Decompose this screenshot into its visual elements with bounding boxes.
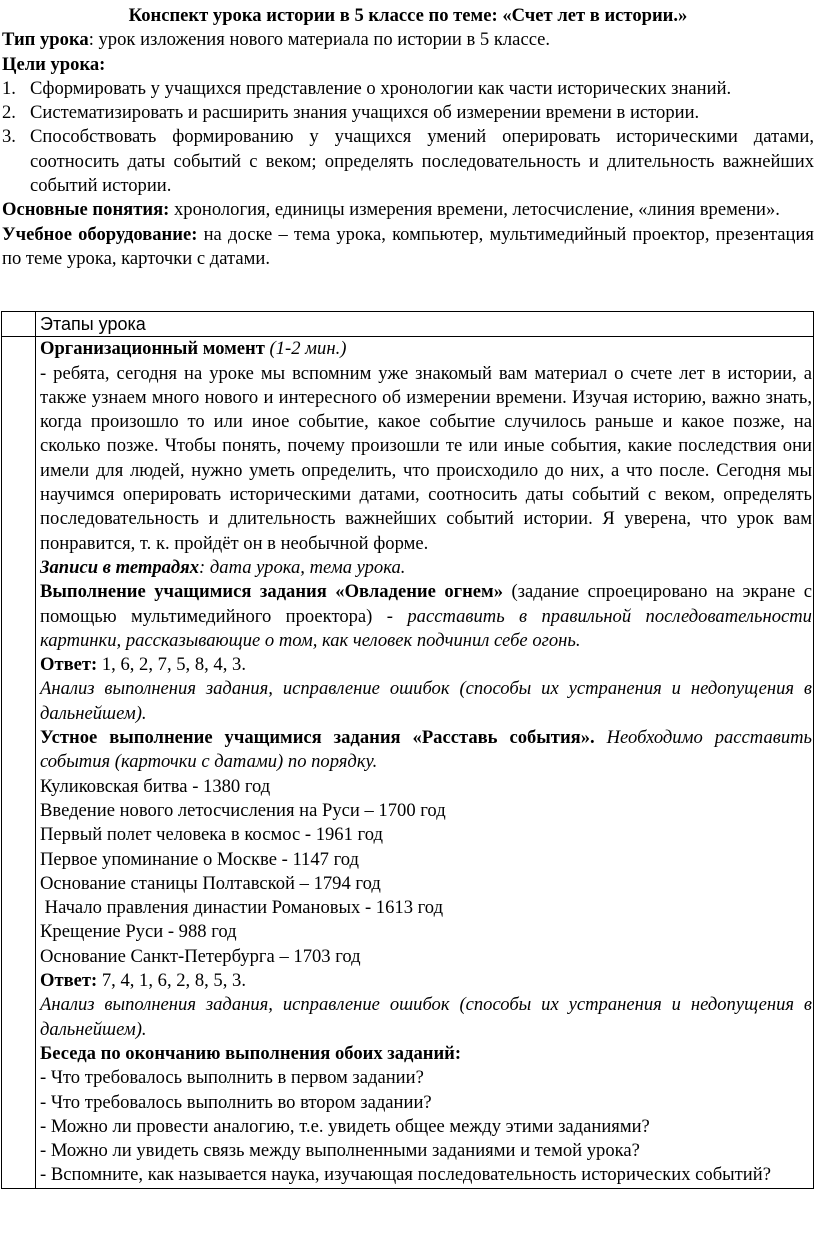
task2-analysis: Анализ выполнения задания, исправление ошибок (способы их устранения и недопущения в дальнейшем). xyxy=(40,994,812,1040)
concepts xyxy=(0,198,816,222)
task1-paragraph xyxy=(40,580,812,653)
discussion-question: - Можно ли увидеть связь между выполненными заданиями и темой урока? xyxy=(40,1140,640,1162)
event-item: Начало правления династии Романовых - 1613 год xyxy=(40,897,444,919)
concepts-value: хронология, единицы измерения времени, летосчисление, «линия времени». xyxy=(169,199,780,221)
org-moment-heading xyxy=(40,337,812,361)
table-body-row xyxy=(2,337,814,1188)
goal-text: Сформировать у учащихся представление о хронологии как части исторических знаний. xyxy=(30,77,732,99)
goal-number: 3. xyxy=(2,126,16,148)
lesson-type-value: : урок изложения нового материала по истории в 5 классе. xyxy=(88,29,551,51)
lesson-type-label: Тип урока xyxy=(2,29,89,51)
equipment xyxy=(0,223,816,272)
concepts-label: Основные понятия: xyxy=(2,199,170,221)
task2-instruction: Необходимо расставить события (карточки с датами) по порядку. xyxy=(40,727,813,773)
task1-answer-value: 1, 6, 2, 7, 5, 8, 4, 3. xyxy=(97,654,246,676)
table-header-row xyxy=(2,312,814,337)
notebook-note xyxy=(40,556,812,580)
document-title: Конспект урока истории в 5 классе по теме: «Счет лет в истории.» xyxy=(128,5,688,26)
goal-item xyxy=(0,101,814,125)
table-header-cell: Этапы урока xyxy=(36,312,814,337)
event-item: Введение нового летосчисления на Руси – 1700 год xyxy=(40,799,446,821)
org-moment-label: Организационный момент xyxy=(40,338,265,360)
task2-paragraph xyxy=(40,726,812,775)
discussion-question: - Что требовалось выполнить в первом задании? xyxy=(40,1067,424,1089)
task1-answer-label: Ответ: xyxy=(40,654,98,676)
discussion-question: - Можно ли провести аналогию, т.е. увидеть общее между этими заданиями? xyxy=(40,1115,650,1137)
goal-text: Систематизировать и расширить знания учащихся об измерении времени в истории. xyxy=(30,102,700,124)
equipment-label: Учебное оборудование: xyxy=(2,223,198,245)
task1-analysis: Анализ выполнения задания, исправление ошибок (способы их устранения и недопущения в дальнейшем). xyxy=(40,678,812,724)
org-moment-text: - ребята, сегодня на уроке мы вспомним уже знакомый вам материал о счете лет в истории, а также узнаем много нового и интересного об измерении времени. Изучая историю, важно знать, когда произошло то или иное событие, какое событие случилось раньше и какое позже, на сколько позже. Чтобы понять, почему произошли те или иные события, какие последствия они имели для людей, нужно уметь определить, что происходило до них, а что после. Сегодня мы научимся оперировать историческими датами, соотносить даты событий с веком, определять последовательность и длительность важнейших событий истории. Я уверена, что урок вам понравится, т. к. пройдёт он в необычной форме. xyxy=(40,362,812,554)
discussion-heading: Беседа по окончанию выполнения обоих заданий: xyxy=(40,1042,462,1064)
task1-answer xyxy=(40,653,812,677)
goal-item xyxy=(0,125,814,198)
event-item: Первый полет человека в космос - 1961 год xyxy=(40,824,383,846)
discussion-question: - Что требовалось выполнить во втором задании? xyxy=(40,1091,432,1113)
goal-text: Способствовать формированию у учащихся умений оперировать историческими датами, соотносить даты событий с веком; определять последовательность и длительность важнейших событий истории. xyxy=(30,126,814,197)
document-page xyxy=(0,0,816,271)
task1-instruction: расставить в правильной последовательности картинки, рассказывающие о том, как человек подчинил себе огонь. xyxy=(40,605,812,651)
equipment-value: на доске – тема урока, компьютер, мультимедийный проектор, презентация по теме урока, карточки с датами. xyxy=(2,223,814,269)
task2-label: Устное выполнение учащимися задания «Расставь события». xyxy=(40,727,595,749)
lesson-type xyxy=(0,28,816,52)
goals-label: Цели урока: xyxy=(2,53,106,75)
discussion-question: - Вспомните, как называется наука, изучающая последовательность исторических событий? xyxy=(40,1164,771,1186)
task1-note: (задание спроецировано на экране с помощью мультимедийного проектора) - xyxy=(40,581,812,627)
notebook-label: Записи в тетрадях xyxy=(40,556,200,578)
task2-answer-value: 7, 4, 1, 6, 2, 8, 5, 3. xyxy=(97,970,246,992)
table-body-empty-cell xyxy=(2,337,36,1188)
event-item: Основание станицы Полтавской – 1794 год xyxy=(40,872,381,894)
table-header-empty-cell xyxy=(2,312,36,337)
goals-list xyxy=(0,77,816,198)
lesson-stages-table xyxy=(1,311,814,1189)
event-item: Первое упоминание о Москве - 1147 год xyxy=(40,848,359,870)
event-item: Куликовская битва - 1380 год xyxy=(40,775,271,797)
task1-label: Выполнение учащимися задания «Овладение огнем» xyxy=(40,581,504,603)
goal-number: 2. xyxy=(2,102,16,124)
table-body-cell xyxy=(36,337,814,1188)
goal-number: 1. xyxy=(2,77,16,99)
task2-answer-label: Ответ: xyxy=(40,970,98,992)
goal-item xyxy=(0,77,814,101)
event-item: Основание Санкт-Петербурга – 1703 год xyxy=(40,945,361,967)
notebook-value: : дата урока, тема урока. xyxy=(199,556,406,578)
event-item: Крещение Руси - 988 год xyxy=(40,921,237,943)
task2-answer xyxy=(40,969,812,993)
org-moment-duration: (1-2 мин.) xyxy=(264,338,347,360)
